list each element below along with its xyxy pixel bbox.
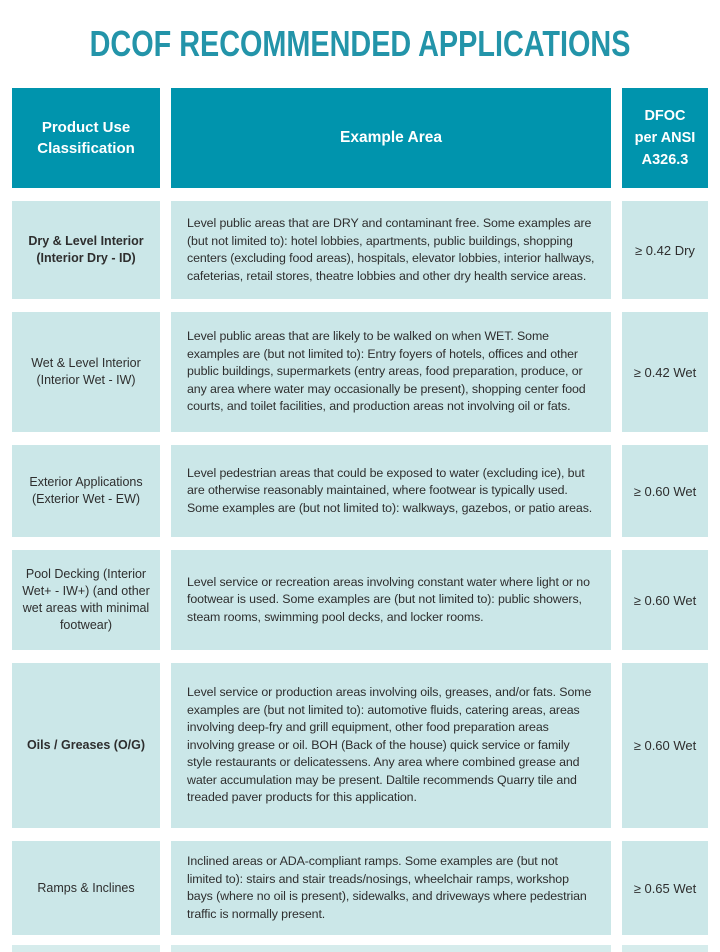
- classification-text: Oils / Greases (O/G): [26, 738, 146, 752]
- example-text: Level service or recreation areas involving constant water where light or no footwear is used. Some examples are (but not limited to): public showers, steam rooms, swimming pool decks, and locker rooms.: [187, 574, 590, 624]
- table-row-wet-level-interior: [12, 312, 708, 432]
- table-row-oils-greases: [12, 663, 708, 828]
- table-row-ramps-inclines: [12, 841, 708, 935]
- table-header-row: [12, 88, 708, 188]
- dcof-value-text: ≥ 0.42 Dry: [635, 242, 695, 258]
- partial-example-cell: [171, 945, 611, 952]
- header-product-use-classification: Product Use Classification: [12, 88, 160, 188]
- header-example-area: Example Area: [171, 88, 611, 188]
- dcof-value-text: ≥ 0.60 Wet: [633, 738, 697, 753]
- example-cell: [171, 312, 611, 432]
- header-dfoc-ansi: DFOC per ANSI A326.3: [622, 88, 708, 188]
- classification-text: Wet & Level Interior (Interior Wet - IW): [31, 356, 141, 387]
- title-container: [0, 0, 720, 88]
- dcof-value-text: ≥ 0.42 Wet: [633, 364, 697, 380]
- classification-text: Exterior Applications (Exterior Wet - EW): [29, 475, 143, 506]
- example-text: Level public areas that are DRY and contaminant free. Some examples are (but not limited to): hotel lobbies, apartments, public buildings, shopping centers (excluding food areas), hospitals, elevator lobbies, interior hallways, cafeterias, retail stores, theatre lobbies and other dry health service areas.: [187, 216, 595, 283]
- example-cell: [171, 201, 611, 299]
- classification-cell: [12, 663, 160, 828]
- table-row-exterior-applications: [12, 445, 708, 537]
- example-text: Inclined areas or ADA-compliant ramps. Some examples are (but not limited to): stairs and stair treads/nosings, wheelchair ramps, workshop bays (where no oil is present), sidewalks, and driveways where pedestrian traffic is normally present.: [187, 854, 587, 921]
- table-row-dry-level-interior: [12, 201, 708, 299]
- example-cell: [171, 550, 611, 650]
- partial-classification-cell: [12, 945, 160, 952]
- dcof-value-cell: [622, 841, 708, 935]
- classification-text: Ramps & Inclines: [37, 880, 135, 895]
- classification-text: Dry & Level Interior (Interior Dry - ID): [28, 234, 144, 265]
- dcof-value-cell: [622, 312, 708, 432]
- dcof-value-cell: [622, 445, 708, 537]
- dcof-value-cell: [622, 550, 708, 650]
- example-text: Level public areas that are likely to be walked on when WET. Some examples are (but not limited to): Entry foyers of hotels, offices and other public buildings, supermarkets (entry areas, food preparation, produce, or any area where water may occasionally be present), shopping center food courts, and toilet facilities, and production areas not involving oil or fats.: [187, 329, 586, 414]
- page-title: DCOF RECOMMENDED APPLICATIONS: [89, 23, 631, 64]
- classification-cell: [12, 550, 160, 650]
- classification-cell: [12, 841, 160, 935]
- dcof-value-cell: [622, 201, 708, 299]
- classification-cell: [12, 445, 160, 537]
- partial-next-row: [12, 945, 708, 952]
- dcof-table: [12, 88, 708, 952]
- example-cell: [171, 841, 611, 935]
- classification-cell: [12, 312, 160, 432]
- table-row-pool-decking: [12, 550, 708, 650]
- dcof-value-cell: [622, 663, 708, 828]
- example-text: Level service or production areas involving oils, greases, and/or fats. Some examples are (but not limited to): automotive fluids, catering areas, areas involving deep-fry and grill equipment, other food preparation areas involving grease or oil. BOH (Back of the house) quick service or family style restaurants or delicatessens. Any area where combined grease and water accumulation may be present. Daltile recommends Quarry tile and treaded paver products for this application.: [187, 685, 592, 805]
- dcof-value-text: ≥ 0.60 Wet: [633, 483, 697, 499]
- classification-cell: [12, 201, 160, 299]
- example-text: Level pedestrian areas that could be exposed to water (excluding ice), but are otherwise reasonably maintained, where footwear is typically used. Some examples are (but not limited to): walkways, gazebos, or patio areas.: [187, 465, 593, 515]
- example-cell: [171, 663, 611, 828]
- partial-dcof-cell: [622, 945, 708, 952]
- dcof-value-text: ≥ 0.60 Wet: [633, 592, 697, 608]
- dcof-value-text: ≥ 0.65 Wet: [633, 880, 697, 896]
- example-cell: [171, 445, 611, 537]
- classification-text: Pool Decking (Interior Wet+ - IW+) (and other wet areas with minimal footwear): [22, 567, 150, 632]
